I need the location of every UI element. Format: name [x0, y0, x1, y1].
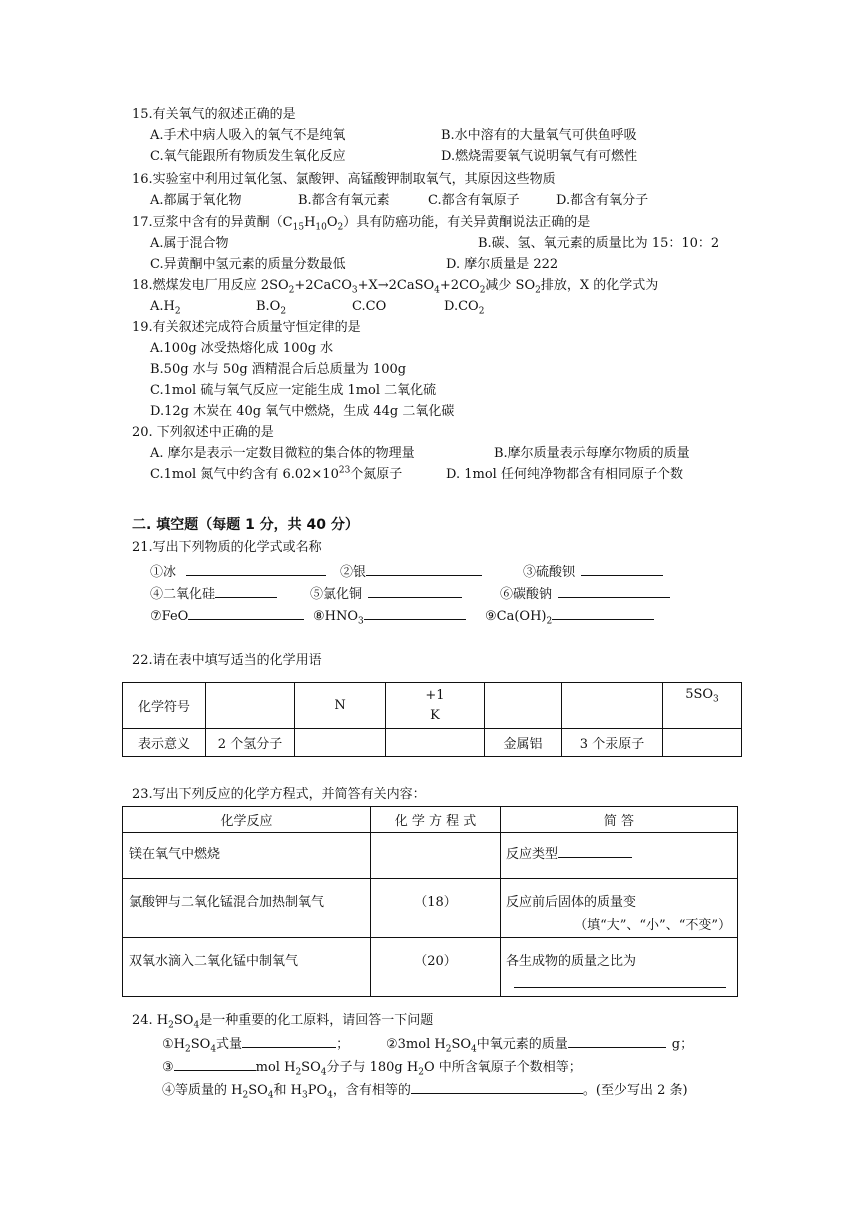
q24-line-3: ④等质量的 $H_2SO_4$和 $H_3PO_4$，含有相等的 。(至少写出 2 条)	[162, 1080, 688, 1100]
section-2-title: 二. 填空题（每题 1 分，共 40 分）	[132, 517, 359, 533]
q20-stem: 20. 下列叙述中正确的是	[132, 425, 274, 440]
q22-cell-k[interactable]: +1 K	[386, 683, 485, 729]
q16-option-b: B.都含有氧元素	[298, 193, 390, 208]
answer-blank[interactable]	[552, 606, 654, 620]
q15-option-d: D.燃烧需要氧气说明氧气有可燃性	[441, 149, 638, 164]
q22-cell-so3[interactable]: $5SO_3$	[663, 683, 742, 729]
q19-stem: 19.有关叙述完成符合质量守恒定律的是	[132, 320, 361, 335]
q20-option-a: A. 摩尔是表示一定数目微粒的集合体的物理量	[150, 446, 415, 461]
q22-cell[interactable]	[206, 683, 295, 729]
q22-row2-label: 表示意义	[123, 729, 206, 757]
answer-blank[interactable]	[558, 844, 632, 858]
q23-row2-answer[interactable]: 反应前后固体的质量变 （填“大”、“小”、“不变”）	[501, 879, 738, 938]
q18-option-a: $A.H_2$	[150, 299, 181, 317]
q23-row3-reaction: 双氧水滴入二氧化锰中制氧气	[123, 938, 371, 997]
answer-blank[interactable]	[188, 606, 304, 620]
q23-row3-equation[interactable]: （20）	[371, 938, 501, 997]
q21-item-4: ④二氧化硅	[150, 584, 277, 604]
answer-blank[interactable]	[558, 584, 670, 598]
answer-blank[interactable]	[514, 974, 726, 988]
q23-table	[122, 806, 738, 997]
q17-stem: 17.豆浆中含有的异黄酮$(C_{15}H_{10}O_2)$具有防癌功能，有关异黄酮说法正确的是	[132, 215, 591, 233]
q21-stem: 21.写出下列物质的化学式或名称	[132, 540, 322, 555]
q18-option-c: C.CO	[352, 299, 387, 314]
q17-option-c: C.异黄酮中氢元素的质量分数最低	[150, 257, 346, 272]
q21-item-7: ⑦FeO	[150, 606, 304, 626]
q23-row2-reaction: 氯酸钾与二氧化锰混合加热制氧气	[123, 879, 371, 938]
q22-cell[interactable]	[663, 729, 742, 757]
q19-option-a: A.100g 冰受热熔化成 100g 水	[150, 341, 334, 356]
q21-item-2: ②银	[340, 562, 482, 582]
answer-blank[interactable]	[186, 562, 326, 576]
q23-row1-equation[interactable]	[371, 833, 501, 879]
q22-stem: 22.请在表中填写适当的化学用语	[132, 653, 322, 668]
q16-option-a: A.都属于氧化物	[150, 193, 242, 208]
q24-stem: 24. $H_2SO_4$是一种重要的化工原料，请回答一下问题	[132, 1013, 434, 1031]
q22-table	[122, 682, 742, 757]
q16-option-c: C.都含有氧原子	[428, 193, 520, 208]
q15-stem: 15.有关氧气的叙述正确的是	[132, 107, 296, 122]
q17-option-d: D. 摩尔质量是 222	[446, 257, 559, 272]
q22-cell-hg[interactable]: 3 个汞原子	[562, 729, 663, 757]
answer-blank[interactable]	[411, 1080, 583, 1094]
q22-cell[interactable]	[295, 729, 386, 757]
q19-option-b: B.50g 水与 50g 酒精混合后总质量为 100g	[150, 362, 407, 377]
q21-item-1: ①冰	[150, 562, 326, 582]
q23-header-reaction: 化学反应	[123, 807, 371, 833]
answer-blank[interactable]	[568, 1034, 666, 1048]
q24-line-2: ③ mol $H_2SO_4$分子与 180g $H_2O$ 中所含氧原子个数相等；	[162, 1057, 582, 1077]
q20-option-c: C.1mol 氮气中约含有 $6.02\times 10^{23}$个氮原子	[150, 465, 403, 482]
q23-header-equation: 化 学 方 程 式	[371, 807, 501, 833]
q22-cell[interactable]	[562, 683, 663, 729]
q21-item-9: $⑨Ca(OH)_2$	[485, 606, 654, 626]
q22-cell[interactable]	[386, 729, 485, 757]
q20-option-b: B.摩尔质量表示每摩尔物质的质量	[494, 446, 690, 461]
answer-blank[interactable]	[366, 562, 482, 576]
q23-row1-answer[interactable]: 反应类型	[501, 833, 738, 879]
q17-option-a: A.属于混合物	[150, 236, 229, 251]
q16-option-d: D.都含有氧分子	[556, 193, 649, 208]
answer-blank[interactable]	[368, 584, 462, 598]
q18-stem: 18.燃煤发电厂用反应 $2SO_2+2CaCO_3+X\to 2CaSO_4+2CO_2$减少 $SO_2$排放，X 的化学式为	[132, 278, 659, 296]
answer-blank[interactable]	[215, 584, 277, 598]
q22-cell[interactable]	[485, 683, 562, 729]
answer-blank[interactable]	[581, 562, 663, 576]
q23-row2-equation[interactable]: （18）	[371, 879, 501, 938]
q15-option-b: B.水中溶有的大量氧气可供鱼呼吸	[441, 128, 637, 143]
q16-stem: 16.实验室中利用过氧化氢、氯酸钾、高锰酸钾制取氧气，其原因这些物质	[132, 172, 556, 187]
q21-item-6: ⑥碳酸钠	[500, 584, 670, 604]
answer-blank[interactable]	[242, 1034, 336, 1048]
q19-option-c: C.1mol 硫与氧气反应一定能生成 1mol 二氧化硫	[150, 383, 437, 398]
answer-blank[interactable]	[174, 1057, 256, 1071]
q22-row1-label: 化学符号	[123, 683, 206, 729]
q23-header-answer: 简 答	[501, 807, 738, 833]
q21-item-5: ⑤氯化铜	[310, 584, 462, 604]
q24-line-1a: $①H_2SO_4$式量 ；	[162, 1034, 349, 1054]
q23-row1-reaction: 镁在氧气中燃烧	[123, 833, 371, 879]
q20-option-d: D. 1mol 任何纯净物都含有相同原子个数	[446, 467, 683, 482]
q22-cell-n[interactable]: N	[295, 683, 386, 729]
q15-option-c: C.氧气能跟所有物质发生氧化反应	[150, 149, 346, 164]
q18-option-b: $B.O_2$	[256, 299, 287, 317]
q17-option-b: B.碳、氢、氧元素的质量比为 15：10：2	[478, 236, 720, 251]
q21-item-3: ③硫酸钡	[523, 562, 663, 582]
q23-stem: 23.写出下列反应的化学方程式，并简答有关内容：	[132, 787, 426, 802]
q15-option-a: A.手术中病人吸入的氧气不是纯氧	[150, 128, 346, 143]
q22-cell-h2[interactable]: 2 个氢分子	[206, 729, 295, 757]
q23-row3-answer[interactable]: 各生成物的质量之比为	[501, 938, 738, 997]
q21-item-8: $⑧HNO_3$	[313, 606, 466, 626]
q18-option-d: $D.CO_2$	[444, 299, 485, 317]
q22-cell-al[interactable]: 金属铝	[485, 729, 562, 757]
q19-option-d: D.12g 木炭在 40g 氧气中燃烧，生成 44g 二氧化碳	[150, 404, 455, 419]
answer-blank[interactable]	[364, 606, 466, 620]
q24-line-1b: ②3mol $H_2SO_4$中氧元素的质量 g；	[386, 1034, 693, 1054]
